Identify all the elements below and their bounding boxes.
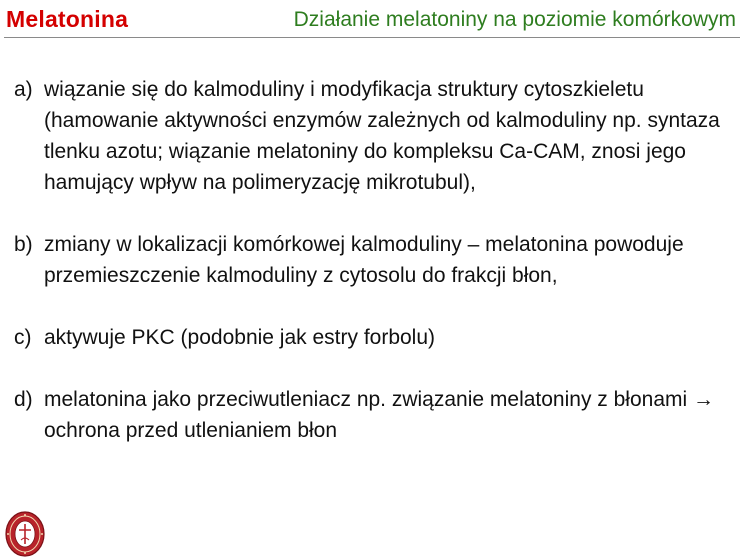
list-marker: d) (14, 388, 33, 411)
list-item-text: aktywuje PKC (podobnie jak estry forbolu) (44, 326, 436, 349)
university-seal-icon (4, 510, 46, 558)
slide-content (14, 74, 734, 446)
list-item-a (14, 74, 734, 198)
list-item-b (14, 229, 734, 291)
list-item-c (14, 322, 734, 353)
slide-subtitle: Działanie melatoniny na poziomie komórkowym (293, 8, 736, 31)
list-item-text: wiązanie się do kalmoduliny i modyfikacja struktury cytoszkieletu (hamowanie aktywności enzymów zależnych od kalmoduliny np. syntaza tlenku azotu; wiązanie melatoniny do kompleksu Ca-CAM, znosi jego hamujący wpływ na polimeryzację mikrotubul), (44, 78, 720, 194)
header-divider (4, 37, 740, 38)
list-item-text: melatonina jako przeciwutleniacz np. związanie melatoniny z błonami → ochrona przed utlenianiem błon (44, 388, 715, 442)
list-item-text: zmiany w lokalizacji komórkowej kalmoduliny – melatonina powoduje przemieszczenie kalmoduliny z cytosolu do frakcji błon, (44, 233, 684, 287)
list-marker: c) (14, 326, 32, 349)
slide-brand-title: Melatonina (6, 6, 129, 32)
list-marker: b) (14, 233, 33, 256)
list-item-d (14, 384, 734, 446)
slide-header (0, 0, 744, 42)
list-marker: a) (14, 78, 33, 101)
